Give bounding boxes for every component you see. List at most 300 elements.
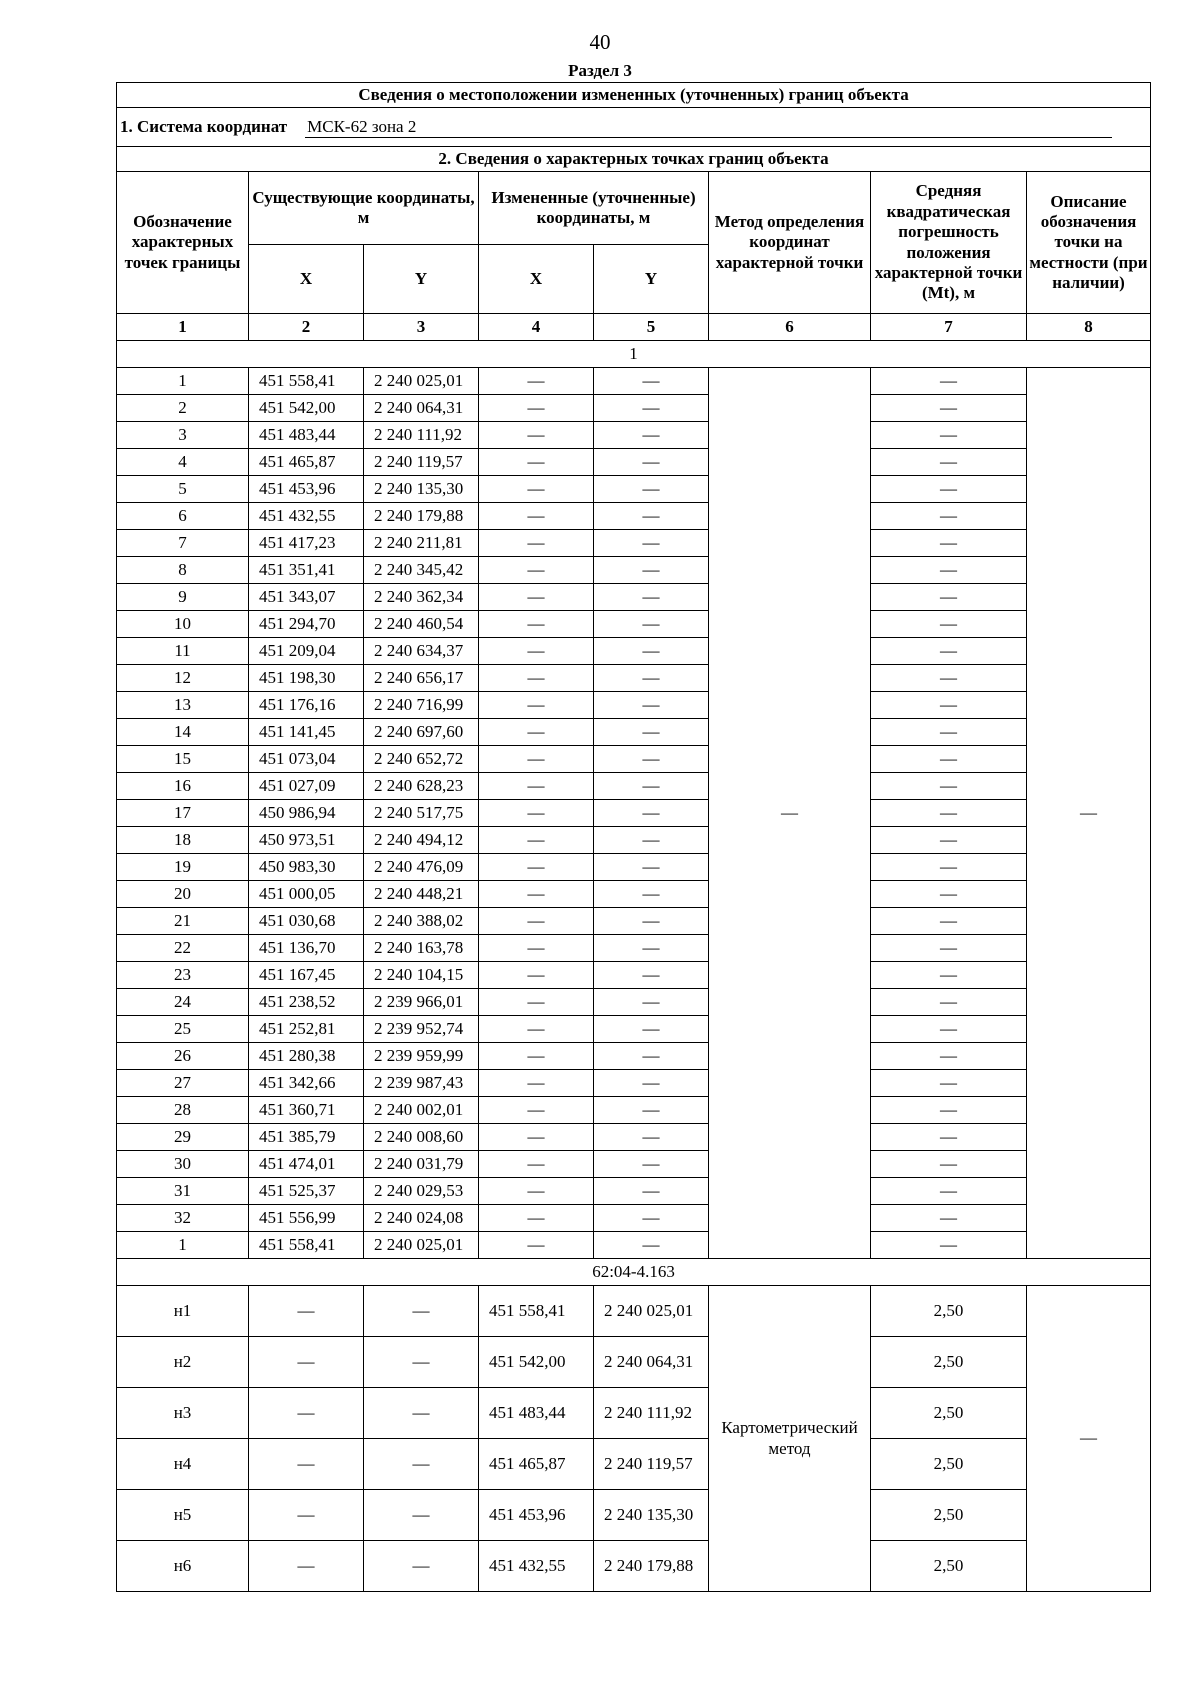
table-row [117, 368, 1151, 395]
changed-y: — [594, 1097, 709, 1124]
existing-x: 451 342,66 [249, 1070, 364, 1097]
changed-x: — [479, 746, 594, 773]
mean-error: — [871, 422, 1027, 449]
existing-x: 451 280,38 [249, 1043, 364, 1070]
table-row [117, 665, 1151, 692]
changed-x: — [479, 368, 594, 395]
mean-error: — [871, 503, 1027, 530]
changed-x: — [479, 584, 594, 611]
existing-y: 2 240 448,21 [364, 881, 479, 908]
existing-x: 451 176,16 [249, 692, 364, 719]
existing-x: 451 027,09 [249, 773, 364, 800]
mean-error: — [871, 719, 1027, 746]
existing-x: — [249, 1286, 364, 1337]
point-designation: 1 [117, 1232, 249, 1259]
mean-error: — [871, 638, 1027, 665]
mean-error: — [871, 584, 1027, 611]
changed-x: — [479, 935, 594, 962]
changed-x: — [479, 476, 594, 503]
table-row [117, 611, 1151, 638]
existing-x: 451 453,96 [249, 476, 364, 503]
table-row [117, 1490, 1151, 1541]
changed-y: — [594, 1178, 709, 1205]
changed-x: 451 432,55 [479, 1541, 594, 1592]
table-row [117, 1124, 1151, 1151]
table-row [117, 638, 1151, 665]
changed-y: — [594, 449, 709, 476]
changed-y: 2 240 135,30 [594, 1490, 709, 1541]
table-row [117, 1016, 1151, 1043]
changed-y: — [594, 503, 709, 530]
existing-x: 451 000,05 [249, 881, 364, 908]
changed-y: — [594, 1016, 709, 1043]
description-cell: — [1027, 1286, 1151, 1592]
table-row [117, 1178, 1151, 1205]
changed-x: 451 558,41 [479, 1286, 594, 1337]
existing-x: — [249, 1439, 364, 1490]
point-designation: 2 [117, 395, 249, 422]
existing-x: 451 360,71 [249, 1097, 364, 1124]
point-designation: 4 [117, 449, 249, 476]
table-row [117, 1205, 1151, 1232]
mean-error: — [871, 989, 1027, 1016]
changed-y: — [594, 422, 709, 449]
coordinate-system-row [117, 108, 1151, 147]
existing-y: 2 240 163,78 [364, 935, 479, 962]
mean-error: 2,50 [871, 1388, 1027, 1439]
point-designation: 26 [117, 1043, 249, 1070]
existing-x: 450 983,30 [249, 854, 364, 881]
existing-x: 451 558,41 [249, 1232, 364, 1259]
point-designation: 24 [117, 989, 249, 1016]
changed-x: — [479, 530, 594, 557]
changed-x: — [479, 1070, 594, 1097]
point-designation: 10 [117, 611, 249, 638]
mean-error: — [871, 908, 1027, 935]
mean-error: — [871, 935, 1027, 962]
changed-y: — [594, 773, 709, 800]
table-row [117, 1043, 1151, 1070]
changed-x: 451 483,44 [479, 1388, 594, 1439]
point-designation: 31 [117, 1178, 249, 1205]
changed-x: — [479, 1178, 594, 1205]
changed-y: — [594, 719, 709, 746]
mean-error: — [871, 1097, 1027, 1124]
existing-x: — [249, 1388, 364, 1439]
existing-y: 2 240 064,31 [364, 395, 479, 422]
table-row [117, 557, 1151, 584]
point-designation: 12 [117, 665, 249, 692]
changed-x: — [479, 800, 594, 827]
changed-y: — [594, 989, 709, 1016]
existing-x: 451 465,87 [249, 449, 364, 476]
existing-y: — [364, 1286, 479, 1337]
table-row [117, 476, 1151, 503]
existing-y: — [364, 1541, 479, 1592]
changed-x: — [479, 503, 594, 530]
table-row [117, 827, 1151, 854]
existing-x: 451 558,41 [249, 368, 364, 395]
existing-y: — [364, 1337, 479, 1388]
point-designation: н2 [117, 1337, 249, 1388]
table-row [117, 989, 1151, 1016]
point-designation: 21 [117, 908, 249, 935]
column-number: 8 [1027, 314, 1151, 341]
coordinate-system-label: 1. Система координат [120, 116, 288, 136]
changed-y: — [594, 638, 709, 665]
point-designation: 18 [117, 827, 249, 854]
table-row [117, 1439, 1151, 1490]
changed-y: 2 240 025,01 [594, 1286, 709, 1337]
point-designation: 9 [117, 584, 249, 611]
changed-y: — [594, 1232, 709, 1259]
mean-error: 2,50 [871, 1337, 1027, 1388]
changed-x: — [479, 692, 594, 719]
existing-x: 451 385,79 [249, 1124, 364, 1151]
changed-y: — [594, 557, 709, 584]
existing-y: 2 240 179,88 [364, 503, 479, 530]
existing-x: — [249, 1490, 364, 1541]
existing-y: 2 240 211,81 [364, 530, 479, 557]
mean-error: 2,50 [871, 1286, 1027, 1337]
changed-x: — [479, 962, 594, 989]
mean-error: — [871, 449, 1027, 476]
changed-x: — [479, 827, 594, 854]
method-cell: Картометрический метод [709, 1286, 871, 1592]
existing-y: 2 240 345,42 [364, 557, 479, 584]
existing-y: 2 240 697,60 [364, 719, 479, 746]
existing-y: 2 240 135,30 [364, 476, 479, 503]
table-row [117, 1388, 1151, 1439]
changed-x: — [479, 881, 594, 908]
point-designation: 32 [117, 1205, 249, 1232]
changed-y: — [594, 611, 709, 638]
changed-x: — [479, 719, 594, 746]
existing-y: 2 240 476,09 [364, 854, 479, 881]
existing-y: 2 240 002,01 [364, 1097, 479, 1124]
column-number: 7 [871, 314, 1027, 341]
header-mean-error: Средняя квадратическая погрешность положения характерной точки (Mt), м [871, 172, 1027, 314]
mean-error: — [871, 1232, 1027, 1259]
table-row [117, 1151, 1151, 1178]
coordinate-system-value: МСК-62 зона 2 [305, 117, 1112, 138]
changed-y: — [594, 854, 709, 881]
point-designation: 1 [117, 368, 249, 395]
existing-x: 450 973,51 [249, 827, 364, 854]
existing-x: 451 556,99 [249, 1205, 364, 1232]
existing-y: 2 239 987,43 [364, 1070, 479, 1097]
changed-x: — [479, 854, 594, 881]
header-existing-y: Y [364, 245, 479, 314]
changed-y: — [594, 476, 709, 503]
mean-error: — [871, 692, 1027, 719]
changed-y: — [594, 800, 709, 827]
existing-x: 450 986,94 [249, 800, 364, 827]
point-designation: 20 [117, 881, 249, 908]
point-designation: 6 [117, 503, 249, 530]
point-designation: 27 [117, 1070, 249, 1097]
changed-y: — [594, 665, 709, 692]
existing-x: 451 136,70 [249, 935, 364, 962]
existing-y: 2 240 111,92 [364, 422, 479, 449]
column-number: 6 [709, 314, 871, 341]
point-designation: н1 [117, 1286, 249, 1337]
changed-y: — [594, 530, 709, 557]
method-cell: — [709, 368, 871, 1259]
point-designation: 15 [117, 746, 249, 773]
table-row [117, 800, 1151, 827]
mean-error: — [871, 1043, 1027, 1070]
mean-error: 2,50 [871, 1439, 1027, 1490]
changed-x: — [479, 1232, 594, 1259]
changed-y: 2 240 179,88 [594, 1541, 709, 1592]
existing-y: 2 240 628,23 [364, 773, 479, 800]
changed-y: — [594, 962, 709, 989]
point-designation: 29 [117, 1124, 249, 1151]
existing-y: 2 240 025,01 [364, 368, 479, 395]
mean-error: — [871, 746, 1027, 773]
changed-y: — [594, 1070, 709, 1097]
mean-error: — [871, 773, 1027, 800]
changed-x: — [479, 395, 594, 422]
existing-y: 2 240 716,99 [364, 692, 479, 719]
changed-x: — [479, 908, 594, 935]
existing-y: 2 240 517,75 [364, 800, 479, 827]
header-method: Метод определения координат характерной точки [709, 172, 871, 314]
table-row [117, 1337, 1151, 1388]
existing-y: 2 240 029,53 [364, 1178, 479, 1205]
table-row [117, 962, 1151, 989]
mean-error: — [871, 962, 1027, 989]
mean-error: — [871, 881, 1027, 908]
changed-y: — [594, 881, 709, 908]
table-row [117, 422, 1151, 449]
point-designation: н5 [117, 1490, 249, 1541]
group-label: 1 [117, 341, 1151, 368]
changed-x: — [479, 1205, 594, 1232]
header-existing-x: X [249, 245, 364, 314]
header-changed-coords: Измененные (уточненные) координаты, м [479, 172, 709, 245]
group-label: 62:04-4.163 [117, 1259, 1151, 1286]
point-designation: 3 [117, 422, 249, 449]
mean-error: 2,50 [871, 1541, 1027, 1592]
changed-x: — [479, 1151, 594, 1178]
table-title: Сведения о местоположении измененных (уточненных) границ объекта [117, 83, 1151, 108]
changed-y: — [594, 1205, 709, 1232]
changed-x: — [479, 665, 594, 692]
table-row [117, 584, 1151, 611]
point-designation: 7 [117, 530, 249, 557]
existing-x: 451 141,45 [249, 719, 364, 746]
table-row [117, 746, 1151, 773]
changed-x: — [479, 1124, 594, 1151]
existing-y: 2 240 460,54 [364, 611, 479, 638]
changed-x: — [479, 611, 594, 638]
mean-error: — [871, 530, 1027, 557]
table-row [117, 854, 1151, 881]
column-numbers-row [117, 314, 1151, 341]
description-cell: — [1027, 368, 1151, 1259]
table-row [117, 503, 1151, 530]
existing-x: 451 525,37 [249, 1178, 364, 1205]
column-number: 3 [364, 314, 479, 341]
existing-x: 451 432,55 [249, 503, 364, 530]
point-designation: 17 [117, 800, 249, 827]
existing-y: 2 240 031,79 [364, 1151, 479, 1178]
changed-x: — [479, 557, 594, 584]
existing-y: — [364, 1439, 479, 1490]
existing-x: 451 238,52 [249, 989, 364, 1016]
existing-x: 451 483,44 [249, 422, 364, 449]
point-designation: 25 [117, 1016, 249, 1043]
existing-y: 2 240 119,57 [364, 449, 479, 476]
changed-x: — [479, 422, 594, 449]
changed-y: — [594, 1043, 709, 1070]
mean-error: — [871, 368, 1027, 395]
mean-error: — [871, 476, 1027, 503]
point-designation: 30 [117, 1151, 249, 1178]
mean-error: — [871, 1070, 1027, 1097]
existing-y: 2 240 652,72 [364, 746, 479, 773]
point-designation: 19 [117, 854, 249, 881]
mean-error: — [871, 1178, 1027, 1205]
changed-x: — [479, 449, 594, 476]
changed-x: — [479, 1043, 594, 1070]
existing-y: 2 240 656,17 [364, 665, 479, 692]
existing-x: 451 030,68 [249, 908, 364, 935]
point-designation: 11 [117, 638, 249, 665]
existing-x: 451 474,01 [249, 1151, 364, 1178]
changed-y: — [594, 827, 709, 854]
existing-y: 2 240 104,15 [364, 962, 479, 989]
changed-x: — [479, 1016, 594, 1043]
changed-y: 2 240 119,57 [594, 1439, 709, 1490]
header-designation: Обозначение характерных точек границы [117, 172, 249, 314]
mean-error: — [871, 557, 1027, 584]
existing-y: 2 239 952,74 [364, 1016, 479, 1043]
table-row [117, 935, 1151, 962]
point-designation: 22 [117, 935, 249, 962]
existing-y: 2 240 388,02 [364, 908, 479, 935]
table-row [117, 692, 1151, 719]
mean-error: — [871, 611, 1027, 638]
point-designation: н3 [117, 1388, 249, 1439]
changed-x: — [479, 1097, 594, 1124]
existing-y: 2 240 025,01 [364, 1232, 479, 1259]
point-designation: 13 [117, 692, 249, 719]
group-header-row [117, 341, 1151, 368]
table-row [117, 1541, 1151, 1592]
mean-error: 2,50 [871, 1490, 1027, 1541]
point-designation: 28 [117, 1097, 249, 1124]
changed-y: — [594, 1124, 709, 1151]
point-designation: 5 [117, 476, 249, 503]
changed-y: 2 240 111,92 [594, 1388, 709, 1439]
existing-y: 2 240 494,12 [364, 827, 479, 854]
mean-error: — [871, 1016, 1027, 1043]
boundary-table [116, 82, 1151, 1592]
changed-y: — [594, 584, 709, 611]
existing-x: — [249, 1541, 364, 1592]
existing-x: — [249, 1337, 364, 1388]
column-number: 2 [249, 314, 364, 341]
mean-error: — [871, 1124, 1027, 1151]
existing-y: 2 240 362,34 [364, 584, 479, 611]
changed-y: — [594, 368, 709, 395]
column-number: 5 [594, 314, 709, 341]
table-row [117, 773, 1151, 800]
column-number: 4 [479, 314, 594, 341]
table-row [117, 530, 1151, 557]
header-existing-coords: Существующие координаты, м [249, 172, 479, 245]
table-row [117, 1232, 1151, 1259]
changed-x: 451 465,87 [479, 1439, 594, 1490]
changed-x: — [479, 773, 594, 800]
mean-error: — [871, 827, 1027, 854]
header-changed-y: Y [594, 245, 709, 314]
existing-y: 2 239 959,99 [364, 1043, 479, 1070]
existing-y: 2 240 024,08 [364, 1205, 479, 1232]
changed-y: — [594, 908, 709, 935]
existing-x: 451 198,30 [249, 665, 364, 692]
point-designation: н6 [117, 1541, 249, 1592]
changed-y: — [594, 935, 709, 962]
existing-y: — [364, 1388, 479, 1439]
existing-x: 451 417,23 [249, 530, 364, 557]
existing-x: 451 294,70 [249, 611, 364, 638]
existing-y: — [364, 1490, 479, 1541]
table-row [117, 719, 1151, 746]
table-row [117, 1097, 1151, 1124]
existing-x: 451 167,45 [249, 962, 364, 989]
point-designation: 14 [117, 719, 249, 746]
changed-y: 2 240 064,31 [594, 1337, 709, 1388]
header-description: Описание обозначения точки на местности (при наличии) [1027, 172, 1151, 314]
mean-error: — [871, 1205, 1027, 1232]
changed-x: 451 453,96 [479, 1490, 594, 1541]
changed-y: — [594, 395, 709, 422]
changed-y: — [594, 692, 709, 719]
point-designation: 23 [117, 962, 249, 989]
changed-x: 451 542,00 [479, 1337, 594, 1388]
existing-y: 2 239 966,01 [364, 989, 479, 1016]
existing-x: 451 252,81 [249, 1016, 364, 1043]
header-changed-x: X [479, 245, 594, 314]
column-number: 1 [117, 314, 249, 341]
changed-x: — [479, 638, 594, 665]
point-designation: н4 [117, 1439, 249, 1490]
existing-x: 451 209,04 [249, 638, 364, 665]
existing-x: 451 073,04 [249, 746, 364, 773]
changed-y: — [594, 746, 709, 773]
existing-x: 451 351,41 [249, 557, 364, 584]
mean-error: — [871, 854, 1027, 881]
existing-y: 2 240 008,60 [364, 1124, 479, 1151]
changed-x: — [479, 989, 594, 1016]
mean-error: — [871, 1151, 1027, 1178]
point-designation: 16 [117, 773, 249, 800]
table-row [117, 1286, 1151, 1337]
changed-y: — [594, 1151, 709, 1178]
table-row [117, 1070, 1151, 1097]
table-row [117, 881, 1151, 908]
existing-x: 451 343,07 [249, 584, 364, 611]
existing-y: 2 240 634,37 [364, 638, 479, 665]
group-header-row [117, 1259, 1151, 1286]
points-section-title: 2. Сведения о характерных точках границ объекта [117, 147, 1151, 172]
section-title: Раздел 3 [568, 61, 632, 80]
mean-error: — [871, 395, 1027, 422]
